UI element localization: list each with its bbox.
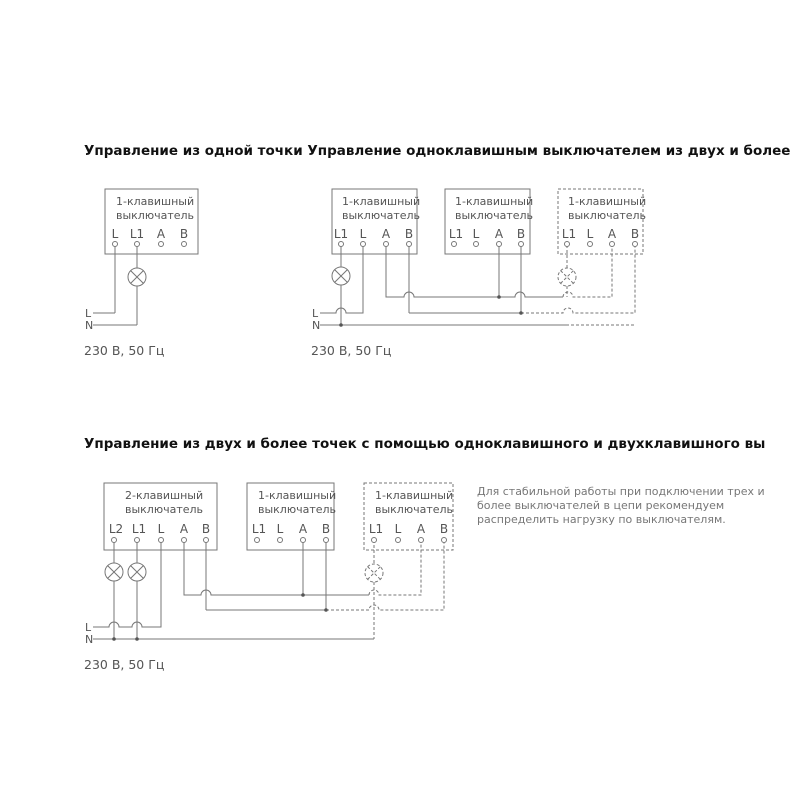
terminal-label: L1 xyxy=(368,522,384,536)
switch-optional-label-line1: 1-клавишный xyxy=(375,489,454,502)
switch-2-label-line2: выключатель xyxy=(455,209,534,222)
terminal-label: L2 xyxy=(108,522,124,536)
switch-2key-label-line2: выключатель xyxy=(125,503,204,516)
terminal-label: B xyxy=(179,227,189,241)
section-2-title: Управление из двух и более точек с помощью одноклавишного и двухклавишного вы xyxy=(84,436,766,452)
terminal-A xyxy=(159,242,164,247)
terminal-label: L xyxy=(157,522,165,536)
terminal-L xyxy=(113,242,118,247)
recommendation-note: Для стабильной работы при подключении трех и более выключателей в цепи рекомендуем распределить нагрузку по выключателям. xyxy=(477,485,765,526)
terminal-label: L xyxy=(111,227,119,241)
switch-1key-label-line1: 1-клавишный xyxy=(258,489,337,502)
supply-label: 230 В, 50 Гц xyxy=(84,657,165,672)
terminal-label: L xyxy=(586,227,594,241)
terminal-label: L xyxy=(359,227,367,241)
terminal-B xyxy=(182,242,187,247)
supply-label: 230 В, 50 Гц xyxy=(311,343,392,358)
terminal-label: B xyxy=(630,227,640,241)
lamp-2-icon xyxy=(128,563,146,581)
switch-3-label-line1: 1-клавишный xyxy=(568,195,647,208)
terminal-label: L xyxy=(472,227,480,241)
lamp-1-icon xyxy=(105,563,123,581)
terminal-label: A xyxy=(156,227,166,241)
terminal-label: A xyxy=(179,522,189,536)
line-label-N: N xyxy=(312,319,321,332)
section-1-title: Управление из одной точки Управление одноклавишным выключателем из двух и более xyxy=(84,143,791,159)
terminal-L1 xyxy=(135,242,140,247)
line-label-N: N xyxy=(85,633,94,646)
line-label-N: N xyxy=(85,319,94,332)
terminal-label: L xyxy=(394,522,402,536)
lamp-icon xyxy=(128,268,146,286)
terminal-label: B xyxy=(439,522,449,536)
line-label-L: L xyxy=(85,621,92,634)
terminal-label: L1 xyxy=(251,522,267,536)
switch-1-label-line1: 1-клавишный xyxy=(342,195,421,208)
terminal-label: B xyxy=(201,522,211,536)
terminal-label: A xyxy=(381,227,391,241)
terminal-label: A xyxy=(494,227,504,241)
line-label-L: L xyxy=(85,307,92,320)
terminal-label: L xyxy=(276,522,284,536)
supply-label: 230 В, 50 Гц xyxy=(84,343,165,358)
terminal-label: B xyxy=(321,522,331,536)
terminal-label: L1 xyxy=(333,227,349,241)
switch-2key-label-line1: 2-клавишный xyxy=(125,489,204,502)
terminal-label: A xyxy=(607,227,617,241)
lamp-optional-icon xyxy=(365,564,383,582)
switch-3-label-line2: выключатель xyxy=(568,209,647,222)
switch-label-line2: выключатель xyxy=(116,209,195,222)
terminal-label: L1 xyxy=(561,227,577,241)
lamp-optional-icon xyxy=(558,268,576,286)
terminal-label: A xyxy=(298,522,308,536)
lamp-icon xyxy=(332,267,350,285)
line-label-L: L xyxy=(312,307,319,320)
switch-2-label-line1: 1-клавишный xyxy=(455,195,534,208)
terminal-label: L1 xyxy=(131,522,147,536)
switch-optional-label-line2: выключатель xyxy=(375,503,454,516)
terminal-label: B xyxy=(404,227,414,241)
switch-label-line1: 1-клавишный xyxy=(116,195,195,208)
switch-1-label-line2: выключатель xyxy=(342,209,421,222)
terminal-label: B xyxy=(516,227,526,241)
terminal-label: A xyxy=(416,522,426,536)
switch-1key-label-line2: выключатель xyxy=(258,503,337,516)
terminal-label: L1 xyxy=(448,227,464,241)
terminal-label: L1 xyxy=(129,227,145,241)
